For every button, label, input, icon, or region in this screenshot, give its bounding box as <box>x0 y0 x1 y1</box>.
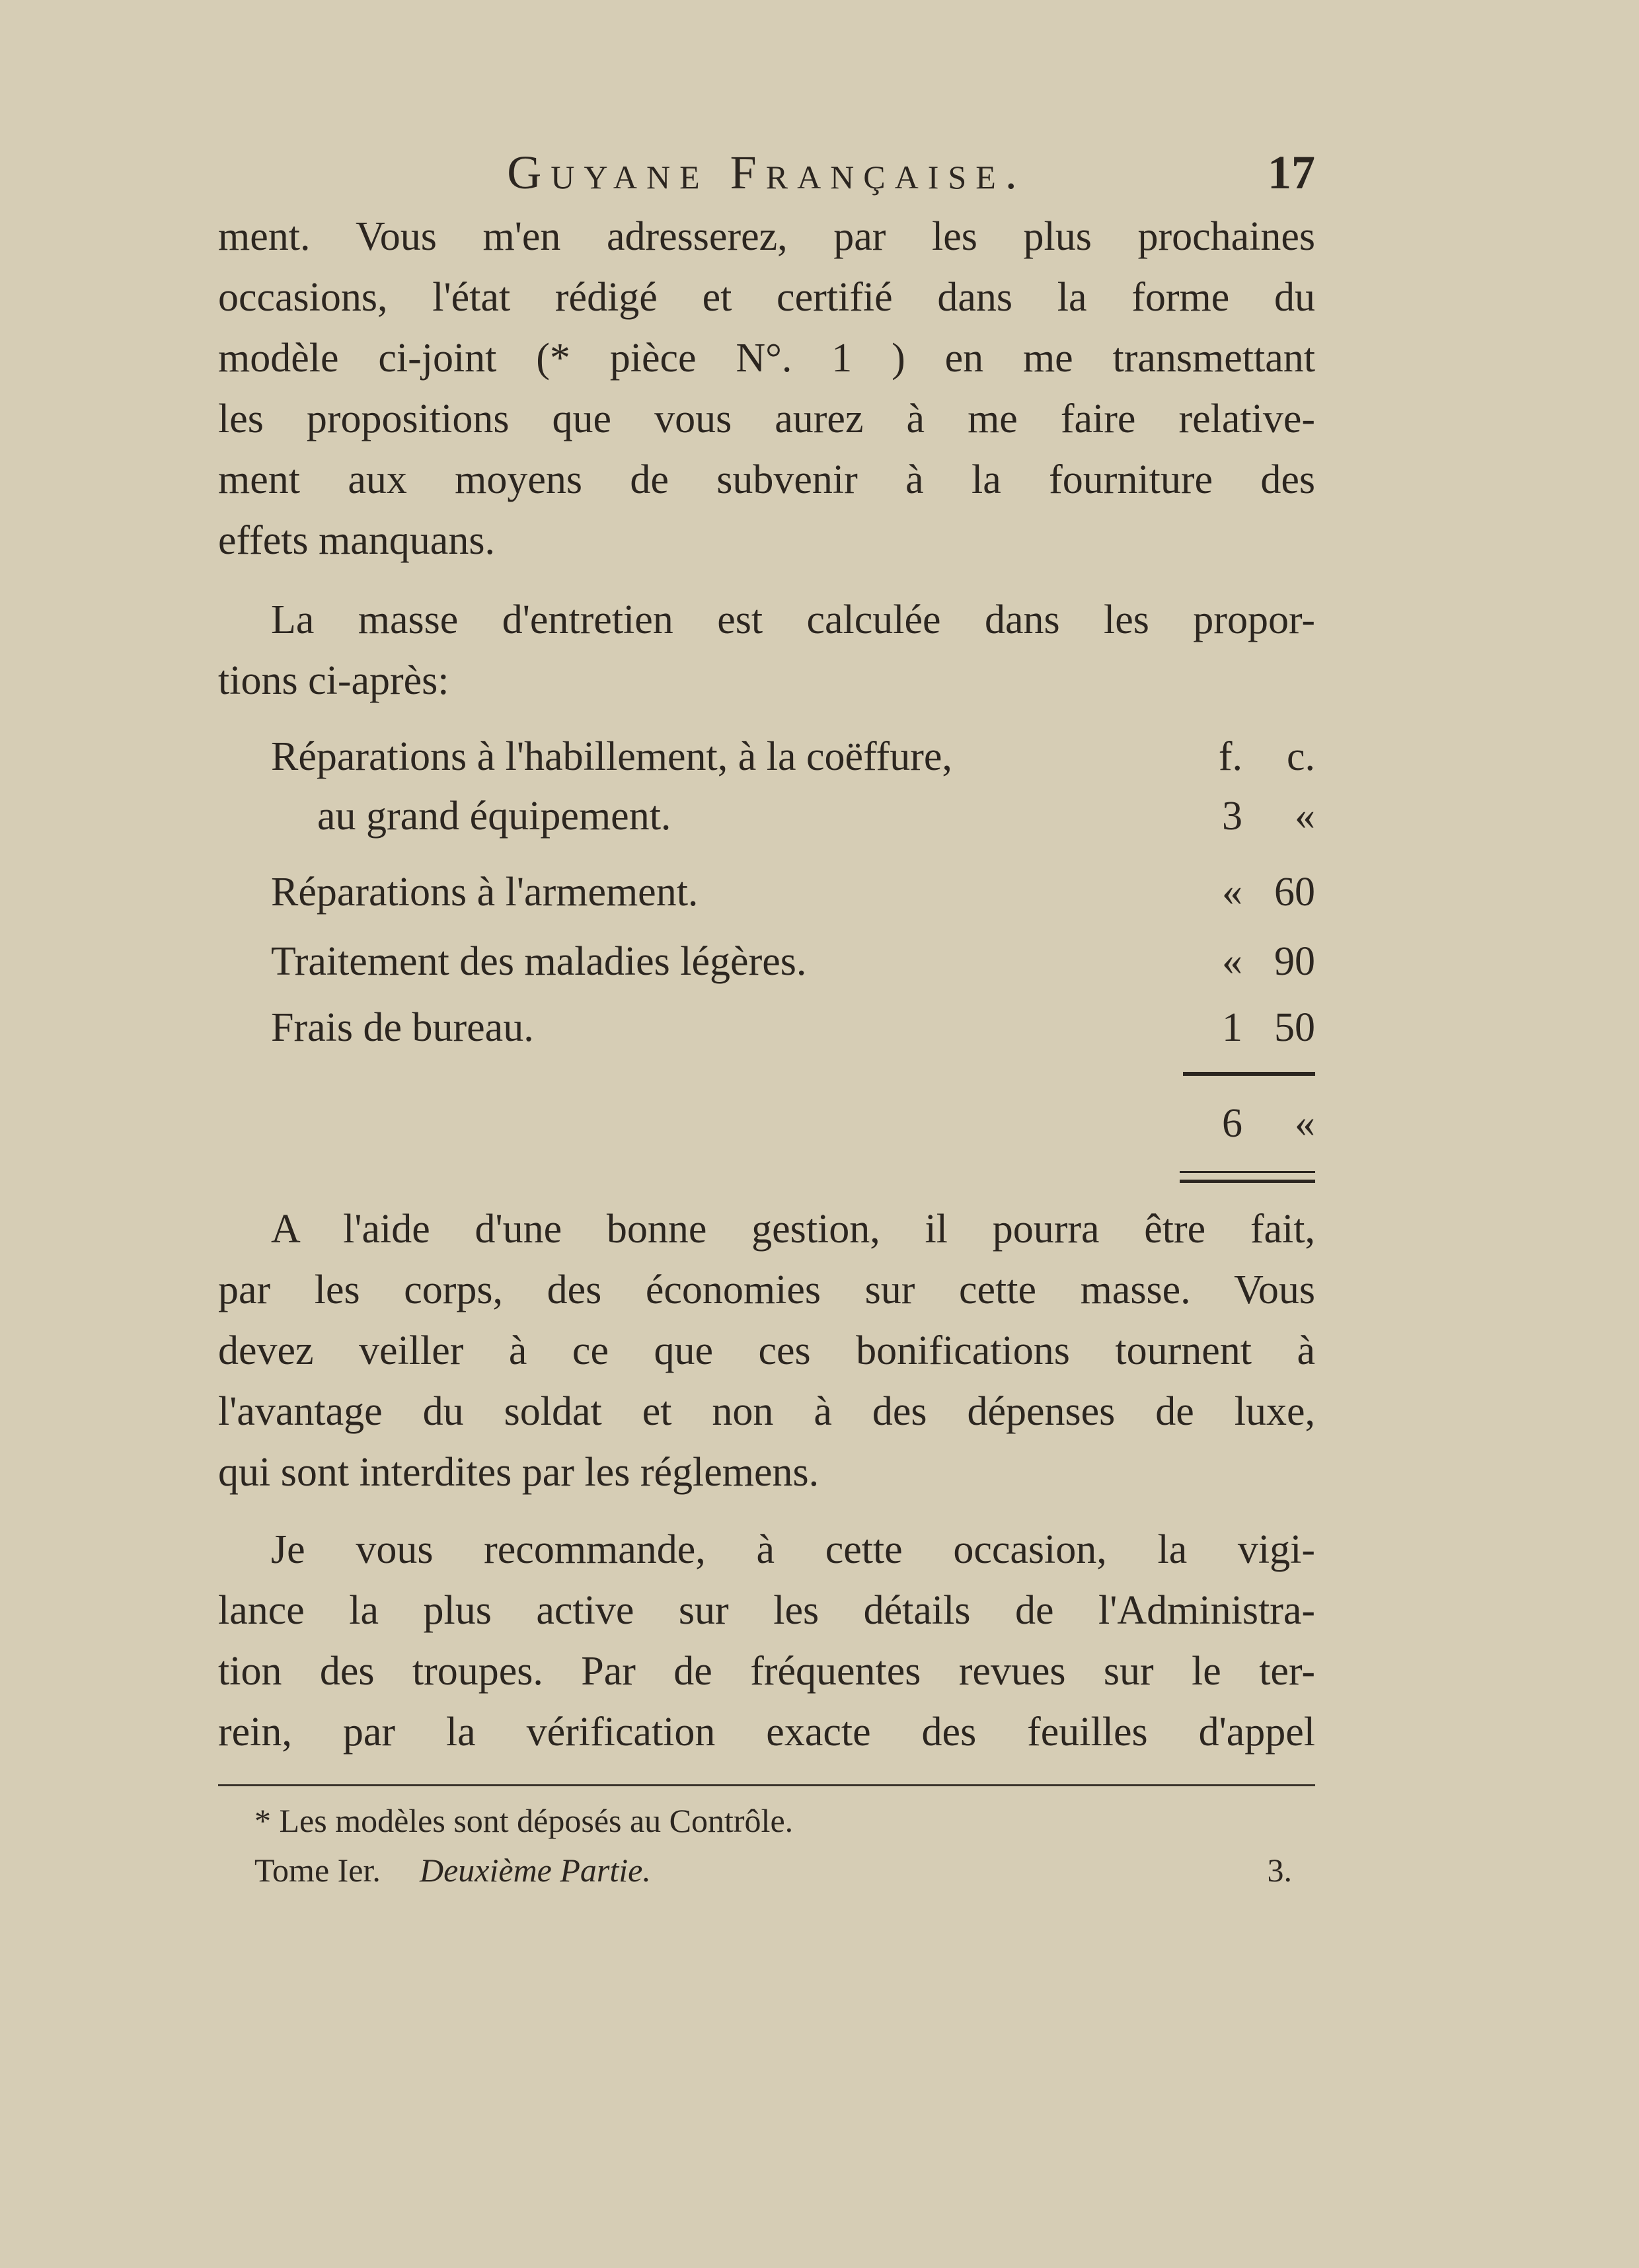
table-row-francs: 3 <box>1222 794 1242 839</box>
footnote-rule <box>218 1784 1315 1786</box>
table-row-cents: « <box>1295 794 1315 839</box>
volume-label: Tome Ier. <box>254 1852 381 1889</box>
table-total-cents: « <box>1295 1101 1315 1146</box>
text-line: lance la plus active sur les détails de l'Administra- <box>218 1588 1315 1633</box>
column-head-cents: c. <box>1286 734 1315 779</box>
signature-line <box>254 1847 1312 1893</box>
text-line: tion des troupes. Par de fréquentes revues sur le ter- <box>218 1649 1315 1694</box>
column-head-francs: f. <box>1218 734 1242 779</box>
text-line: La masse d'entretien est calculée dans les propor- <box>271 597 1315 642</box>
table-total-francs: 6 <box>1222 1101 1242 1146</box>
table-row-francs: 1 <box>1222 1005 1242 1050</box>
text-line: effets manquans. <box>218 518 495 563</box>
footnote: * Les modèles sont déposés au Contrôle. <box>254 1802 794 1839</box>
text-line: modèle ci-joint (* pièce N°. 1 ) en me transmettant <box>218 336 1315 381</box>
table-row-label: Frais de bureau. <box>271 1005 534 1050</box>
table-total-row <box>218 1097 1315 1150</box>
running-head <box>218 145 1315 205</box>
text-line: les propositions que vous aurez à me faire relative- <box>218 397 1315 441</box>
sum-rule-bottom <box>1180 1171 1315 1173</box>
part-label: Deuxième Partie. <box>420 1852 651 1889</box>
text-line: ment. Vous m'en adresserez, par les plus prochaines <box>218 214 1315 259</box>
table-row-francs: « <box>1222 939 1242 984</box>
table-row-cents: 60 <box>1274 870 1315 915</box>
signature-mark: 3. <box>1267 1852 1292 1889</box>
table-row <box>218 1001 1315 1054</box>
table-row-label: Réparations à l'habillement, à la coëffure, <box>271 734 952 779</box>
text-line: A l'aide d'une bonne gestion, il pourra être fait, <box>271 1207 1315 1252</box>
page-number: 17 <box>1268 146 1315 199</box>
table-row <box>218 866 1315 919</box>
table-row-label: Réparations à l'armement. <box>271 870 699 915</box>
text-line: devez veiller à ce que ces bonifications tournent à <box>218 1328 1315 1373</box>
text-line: qui sont interdites par les réglemens. <box>218 1450 820 1495</box>
text-line: rein, par la vérification exacte des feuilles d'appel <box>218 1710 1315 1755</box>
text-line: ment aux moyens de subvenir à la fourniture des <box>218 457 1315 502</box>
table-row-label: Traitement des maladies légères. <box>271 939 807 984</box>
text-line: Je vous recommande, à cette occasion, la vigi- <box>271 1527 1315 1572</box>
table-row-cents: 90 <box>1274 939 1315 984</box>
table-row-label: au grand équipement. <box>317 794 671 839</box>
text-line: occasions, l'état rédigé et certifié dans la forme du <box>218 275 1315 320</box>
running-title: Guyane Française. <box>507 146 1026 199</box>
table-row-francs: « <box>1222 870 1242 915</box>
sum-rule-top <box>1183 1072 1315 1076</box>
table-row <box>218 935 1315 988</box>
text-line: l'avantage du soldat et non à des dépenses de luxe, <box>218 1389 1315 1434</box>
text-line: par les corps, des économies sur cette masse. Vous <box>218 1267 1315 1312</box>
sum-rule-bottom-double <box>1180 1180 1315 1183</box>
table-row <box>218 730 1315 783</box>
table-row-cents: 50 <box>1274 1005 1315 1050</box>
text-line: tions ci-après: <box>218 658 449 703</box>
table-row <box>218 790 1315 843</box>
